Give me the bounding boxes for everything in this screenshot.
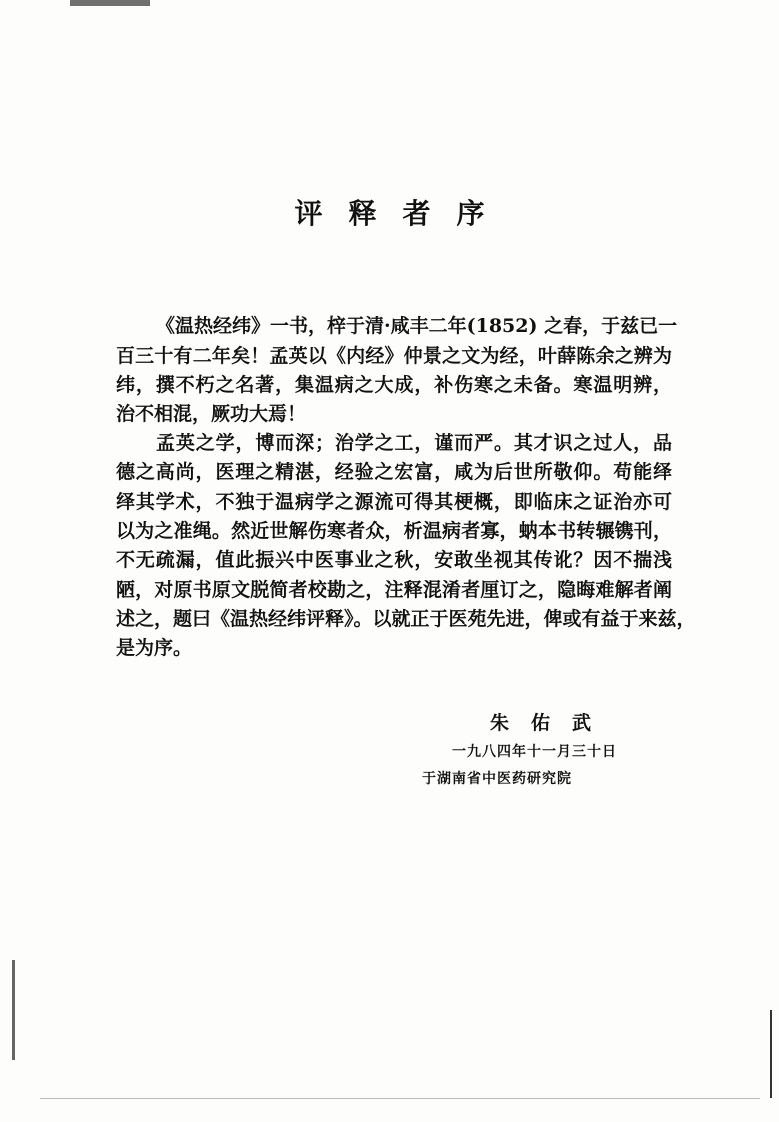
text-line: 德之高尚，医理之精湛，经验之宏富，咸为后世所敬仰。苟能绎 (116, 461, 672, 483)
preface-title: 评释者序 (294, 197, 511, 230)
page-bottom-rule (40, 1098, 760, 1099)
text-line: 《温热经纬》一书，梓于清·咸丰二年(1852) 之春，于兹已一 (156, 315, 678, 337)
scan-edge-mark (12, 960, 15, 1060)
text-line: 绎其学术，不独于温病学之源流可得其梗概，即临床之证治亦可 (116, 491, 672, 513)
text-line: 以为之准绳。然近世解伤寒者众，析温病者寡，蚋本书转辗镌刊， (116, 520, 672, 542)
scan-edge-mark (770, 1010, 772, 1098)
signature-date: 一九八四年十一月三十日 (452, 744, 617, 760)
scan-smudge (70, 0, 150, 6)
text-line: 百三十有二年矣！孟英以《内经》仲景之文为经，叶薛陈余之辨为 (116, 345, 672, 367)
text-line: 是为序。 (116, 637, 193, 659)
text-line: 治不相混，厥功大焉！ (116, 403, 307, 425)
text-line: 陋，对原书原文脱简者校勘之，注释混淆者厘订之，隐晦难解者阐 (116, 579, 672, 601)
text-line: 不无疏漏，值此振兴中医事业之秋，安敢坐视其传讹？因不揣浅 (116, 549, 672, 571)
text-line: 孟英之学，博而深；治学之工，谨而严。其才识之过人，品 (156, 432, 672, 454)
author-name: 朱佑武 (490, 712, 614, 734)
text-line: 述之，题曰《温热经纬评释》。以就正于医苑先进，俾或有益于来兹， (116, 608, 696, 630)
signature-place: 于湖南省中医药研究院 (422, 771, 572, 787)
text-line: 纬，撰不朽之名著，集温病之大成，补伤寒之未备。寒温明辨， (116, 374, 672, 396)
